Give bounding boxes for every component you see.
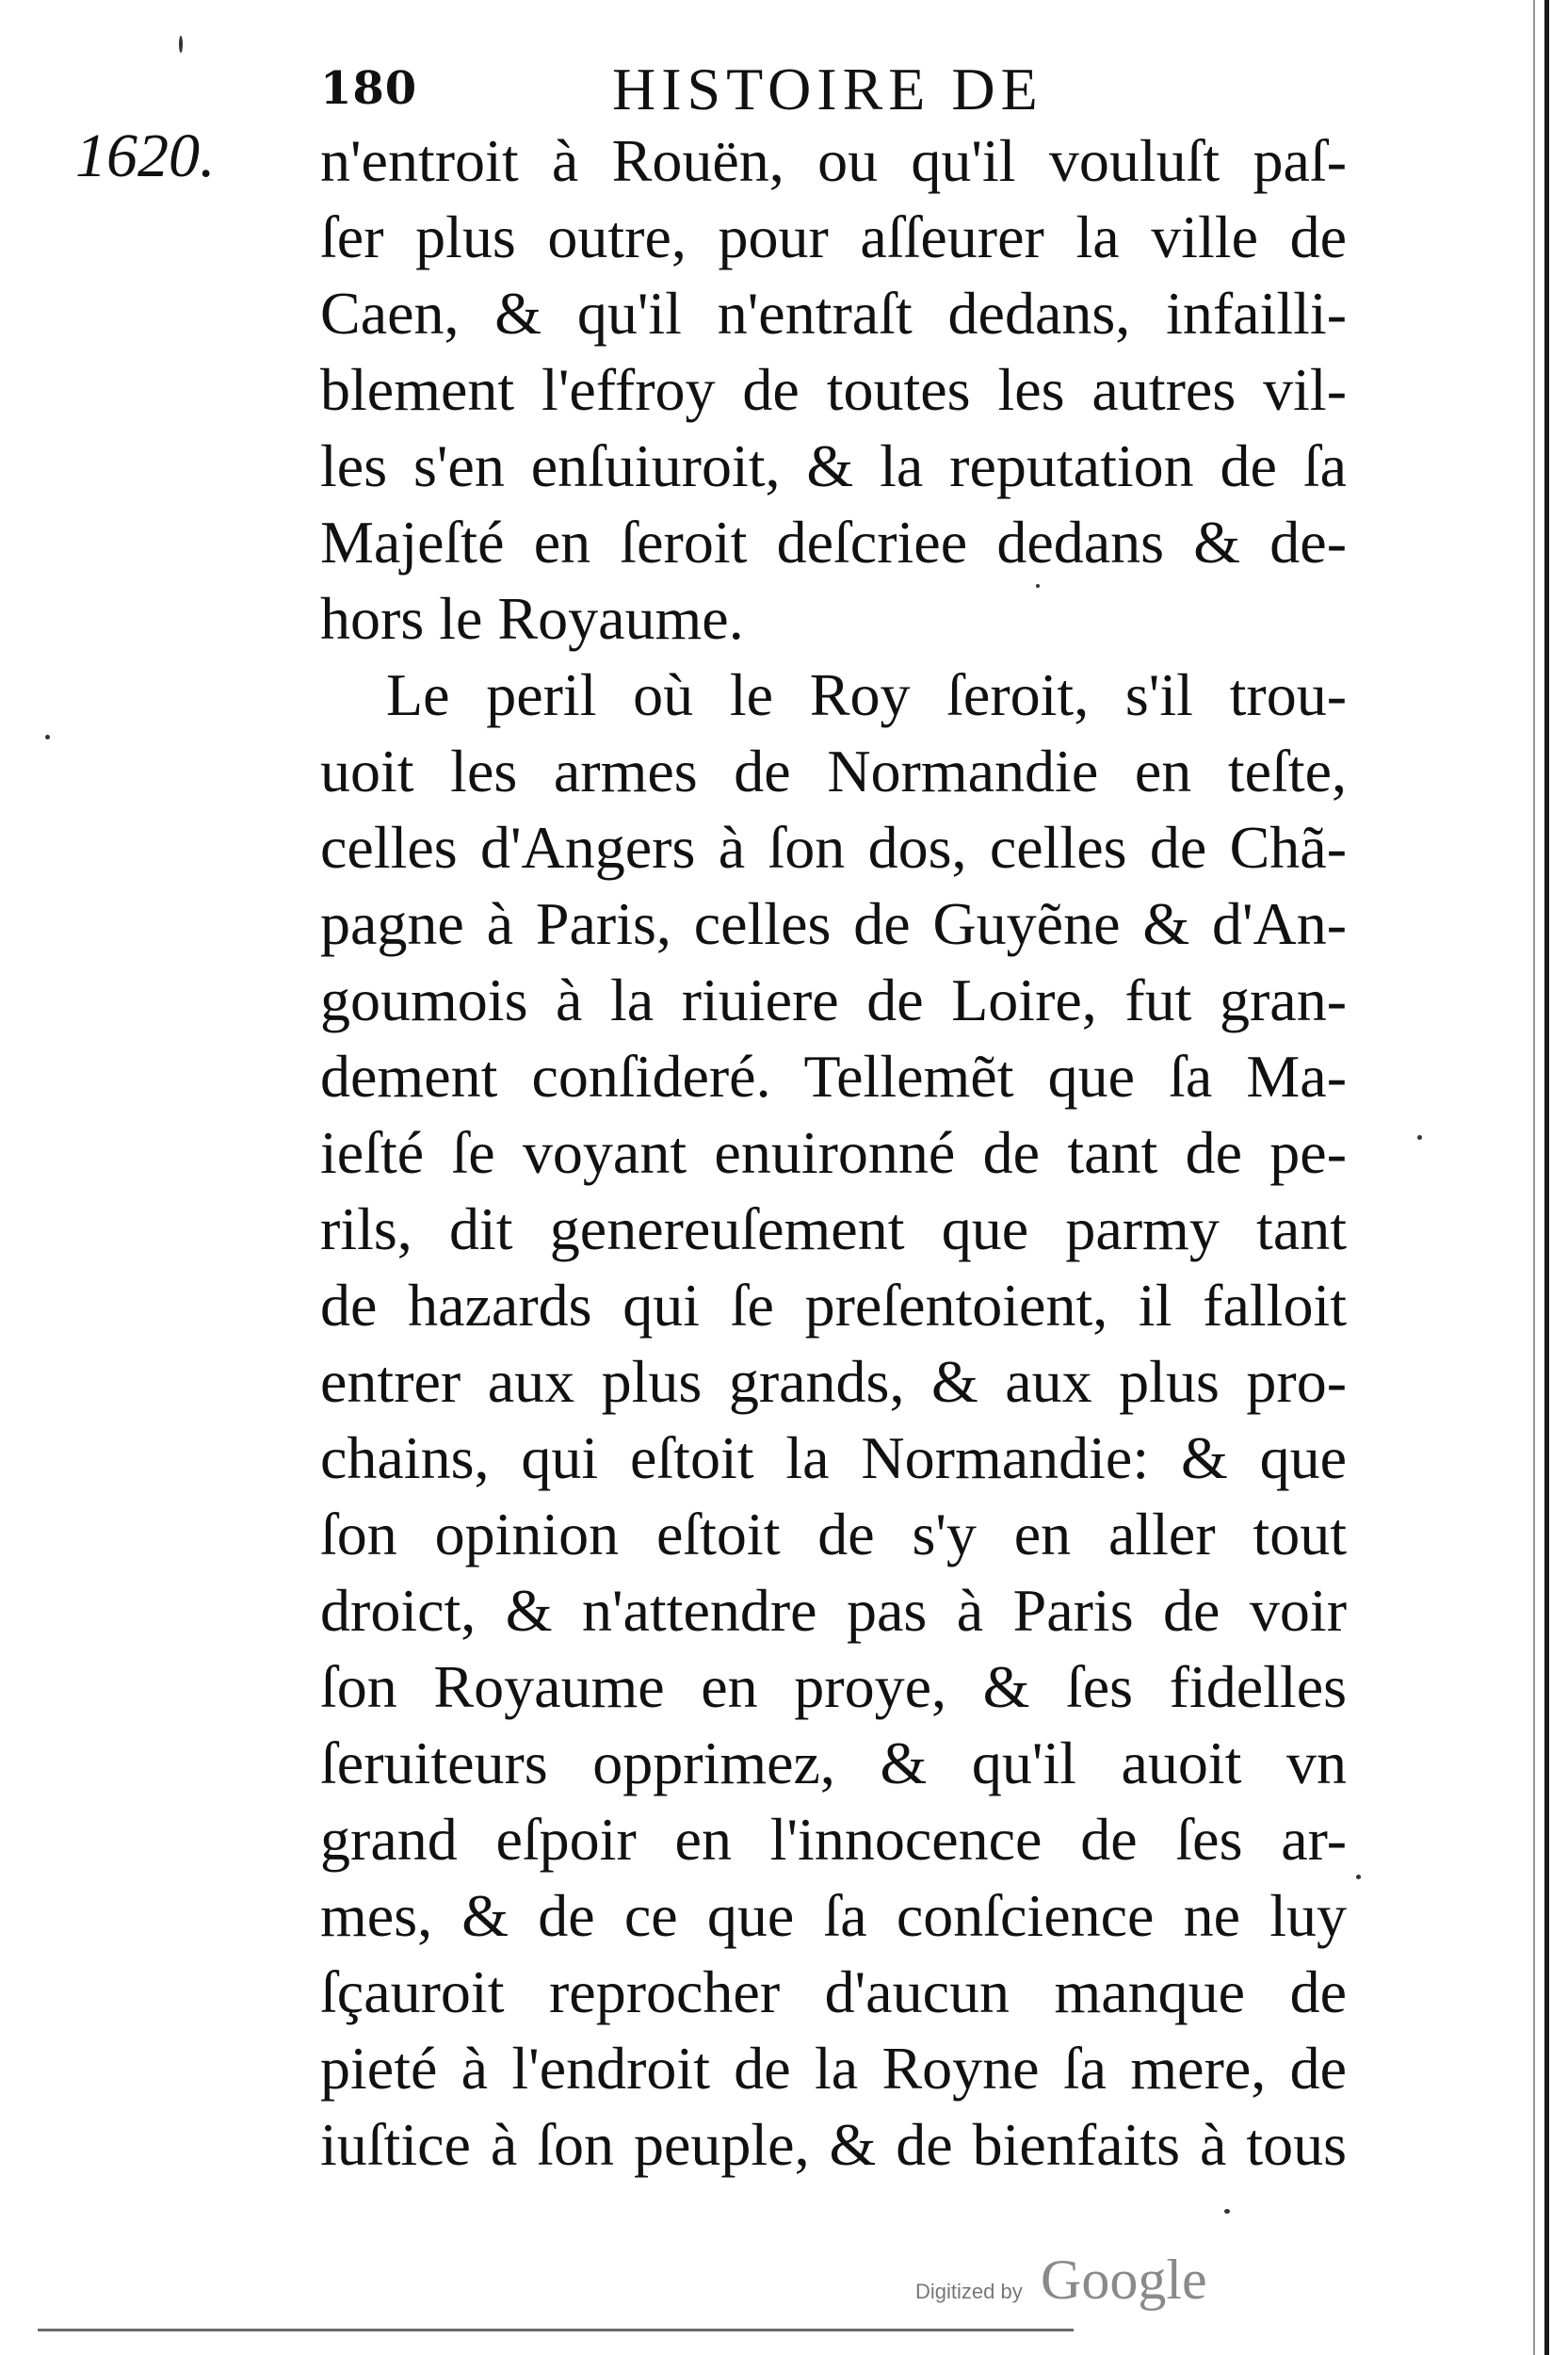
text-line: uoit les armes de Normandie en teſte, [320, 738, 1347, 804]
body-text [320, 122, 1347, 2183]
scan-speck [45, 735, 50, 739]
paragraph-start-line: Le peril où le Roy ſeroit, s'il trou- [386, 661, 1347, 728]
bottom-edge-rule [38, 2329, 1074, 2331]
text-line: ſçauroit reprocher d'aucun manque de [320, 1958, 1347, 2025]
text-line: ſeruiteurs opprimez, & qu'il auoit vn [320, 1730, 1347, 1796]
margin-year: 1620. [75, 122, 216, 190]
text-line: Majeſté en ſeroit deſcriee dedans & de- [320, 509, 1347, 576]
text-line: les s'en enſuiuroit, & la reputation de ſa [320, 432, 1347, 499]
text-line: ſon opinion eſtoit de s'y en aller tout [320, 1501, 1347, 1567]
text-line: ieſté ſe voyant enuironné de tant de pe- [320, 1119, 1347, 1186]
scan-speck [1417, 1135, 1422, 1140]
text-line: rils, dit genereuſement que parmy tant [320, 1195, 1347, 1262]
text-line: dement conſideré. Tellemẽt que ſa Ma- [320, 1043, 1347, 1110]
page-header [311, 55, 1158, 130]
digitized-by-google-watermark [904, 2242, 1281, 2317]
text-line: grand eſpoir en l'innocence de ſes ar- [320, 1806, 1347, 1873]
google-logo: Google [1041, 2249, 1207, 2311]
text-line: pieté à l'endroit de la Royne ſa mere, de [320, 2035, 1347, 2102]
text-line: n'entroit à Rouën, ou qu'il vouluſt paſ- [320, 127, 1347, 194]
page-edge-binding [1544, 0, 1549, 2355]
text-line: ſer plus outre, pour aſſeurer la ville de [320, 203, 1347, 270]
text-line: iuſtice à ſon peuple, & de bienfaits à tous [320, 2111, 1347, 2178]
scan-speck [1356, 1875, 1361, 1879]
text-line: mes, & de ce que ſa conſcience ne luy [320, 1882, 1347, 1949]
scan-speck [1036, 584, 1040, 588]
running-title: HISTOIRE DE [612, 56, 1043, 122]
text-line: ſon Royaume en proye, & ſes fidelles [320, 1653, 1347, 1720]
digitized-by-label: Digitized by [915, 2280, 1023, 2303]
text-line: blement l'effroy de toutes les autres vil- [320, 356, 1347, 423]
page-number: 180 [320, 62, 418, 115]
scan-speck [1224, 2209, 1230, 2214]
text-line: pagne à Paris, celles de Guyẽne & d'An- [320, 890, 1347, 957]
text-line: celles d'Angers à ſon dos, celles de Chã- [320, 814, 1347, 881]
page-edge-shadow [1533, 0, 1535, 2355]
text-line: Caen, & qu'il n'entraſt dedans, infailli- [320, 280, 1347, 347]
text-line: entrer aux plus grands, & aux plus pro- [320, 1348, 1347, 1415]
text-line: goumois à la riuiere de Loire, fut gran- [320, 966, 1347, 1033]
scan-speck [179, 36, 183, 53]
text-line: hors le Royaume. [320, 585, 744, 652]
text-line: chains, qui eſtoit la Normandie: & que [320, 1424, 1347, 1491]
text-line: droict, & n'attendre pas à Paris de voir [320, 1577, 1347, 1644]
text-line: de hazards qui ſe preſentoient, il falloit [320, 1272, 1347, 1339]
